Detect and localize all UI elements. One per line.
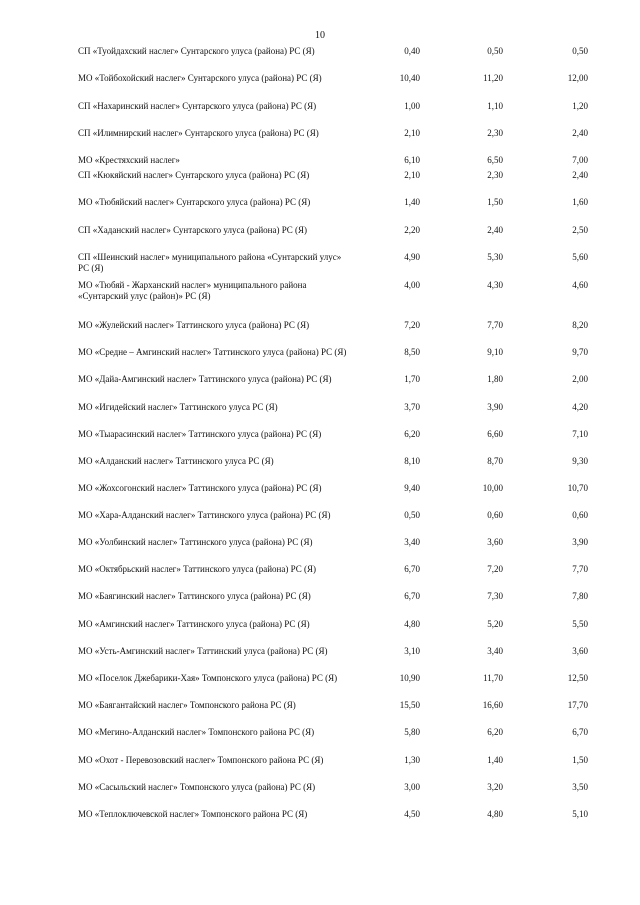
- row-value-3: 2,00: [572, 374, 588, 384]
- row-value-2: 3,90: [487, 402, 503, 412]
- row-value-2: 6,60: [487, 429, 503, 439]
- row-value-2: 1,80: [487, 374, 503, 384]
- row-value-1: 8,50: [404, 347, 420, 357]
- row-value-2: 11,70: [483, 673, 503, 683]
- row-value-3: 5,50: [572, 619, 588, 629]
- row-value-2: 6,20: [487, 727, 503, 737]
- row-value-3: 5,10: [572, 809, 588, 819]
- row-name: МО «Баягинский наслег» Таттинского улуса (района) РС (Я): [78, 591, 311, 601]
- row-name: МО «Алданский наслег» Таттинского улуса РС (Я): [78, 456, 274, 466]
- row-value-3: 9,30: [572, 456, 588, 466]
- row-value-3: 2,40: [572, 128, 588, 138]
- row-value-2: 2,30: [487, 170, 503, 180]
- row-value-3: 4,60: [572, 280, 588, 290]
- row-name: МО «Баягантайский наслег» Томпонского района РС (Я): [78, 700, 296, 710]
- row-name: МО «Тыарасинский наслег» Таттинского улуса (района) РС (Я): [78, 429, 322, 439]
- row-value-1: 9,40: [404, 483, 420, 493]
- row-value-1: 2,20: [404, 225, 420, 235]
- row-value-3: 7,10: [572, 429, 588, 439]
- row-name: МО «Хара-Алданский наслег» Таттинского улуса (района) РС (Я): [78, 510, 331, 520]
- row-value-1: 1,70: [404, 374, 420, 384]
- row-name: СП «Шеинский наслег» муниципального района «Сунтарский улус» РС (Я): [78, 252, 342, 273]
- row-name: СП «Нахаринский наслег» Сунтарского улуса (района) РС (Я): [78, 101, 317, 111]
- row-name: СП «Хаданский наслег» Сунтарского улуса (района) РС (Я): [78, 225, 308, 235]
- row-value-2: 0,50: [487, 46, 503, 56]
- row-value-1: 5,80: [404, 727, 420, 737]
- row-value-3: 7,70: [572, 564, 588, 574]
- row-name: МО «Сасыльский наслег» Томпонского улуса (района) РС (Я): [78, 782, 316, 792]
- row-value-2: 6,50: [487, 155, 503, 165]
- row-value-1: 10,90: [399, 673, 420, 683]
- row-value-3: 9,70: [572, 347, 588, 357]
- row-value-1: 1,00: [404, 101, 420, 111]
- row-value-3: 1,60: [572, 197, 588, 207]
- row-value-3: 12,50: [567, 673, 588, 683]
- row-value-1: 7,20: [404, 320, 420, 330]
- row-value-3: 7,80: [572, 591, 588, 601]
- row-value-2: 3,20: [487, 782, 503, 792]
- row-value-2: 16,60: [482, 700, 503, 710]
- row-value-1: 3,00: [404, 782, 420, 792]
- row-value-3: 1,50: [572, 755, 588, 765]
- row-value-3: 2,40: [572, 170, 588, 180]
- row-value-3: 0,60: [572, 510, 588, 520]
- row-name: МО «Амгинский наслег» Таттинского улуса (района) РС (Я): [78, 619, 310, 629]
- row-value-2: 4,80: [487, 809, 503, 819]
- row-value-3: 3,50: [572, 782, 588, 792]
- row-value-1: 10,40: [399, 73, 420, 83]
- row-value-1: 2,10: [404, 128, 420, 138]
- row-name: СП «Туойдахский наслег» Сунтарского улуса (района) РС (Я): [78, 46, 315, 56]
- row-name: МО «Усть-Амгинский наслег» Таттинский улуса (района) РС (Я): [78, 646, 328, 656]
- row-value-3: 3,90: [572, 537, 588, 547]
- row-value-2: 5,20: [487, 619, 503, 629]
- row-value-1: 4,00: [404, 280, 420, 290]
- row-value-1: 1,40: [404, 197, 420, 207]
- row-name: МО «Тюбяйский наслег» Сунтарского улуса (района) РС (Я): [78, 197, 311, 207]
- row-name: МО «Жулейский наслег» Таттинского улуса (района) РС (Я): [78, 320, 310, 330]
- row-value-3: 10,70: [567, 483, 588, 493]
- row-value-1: 4,80: [404, 619, 420, 629]
- row-name: СП «Кюкяйский наслег» Сунтарского улуса (района) РС (Я): [78, 170, 310, 180]
- row-value-2: 2,30: [487, 128, 503, 138]
- row-value-1: 3,10: [404, 646, 420, 656]
- row-value-1: 15,50: [399, 700, 420, 710]
- row-value-2: 7,30: [487, 591, 503, 601]
- row-value-3: 5,60: [572, 252, 588, 262]
- row-name: МО «Дайа-Амгинский наслег» Таттинского улуса (района) РС (Я): [78, 374, 332, 384]
- row-value-2: 7,70: [487, 320, 503, 330]
- row-value-2: 4,30: [487, 280, 503, 290]
- row-value-1: 8,10: [404, 456, 420, 466]
- row-value-1: 0,50: [404, 510, 420, 520]
- row-value-1: 3,40: [404, 537, 420, 547]
- row-value-3: 0,50: [572, 46, 588, 56]
- row-name: МО «Уолбинский наслег» Таттинского улуса (района) РС (Я): [78, 537, 313, 547]
- row-value-1: 2,10: [404, 170, 420, 180]
- row-value-2: 9,10: [487, 347, 503, 357]
- row-name: МО «Тойбохойский наслег» Сунтарского улуса (района) РС (Я): [78, 73, 322, 83]
- row-value-1: 6,10: [404, 155, 420, 165]
- row-value-2: 11,20: [483, 73, 503, 83]
- row-name: МО «Октябрьский наслег» Таттинского улуса (района) РС (Я): [78, 564, 316, 574]
- row-value-1: 0,40: [404, 46, 420, 56]
- row-value-3: 1,20: [572, 101, 588, 111]
- row-value-2: 0,60: [487, 510, 503, 520]
- row-value-3: 12,00: [567, 73, 588, 83]
- row-value-3: 4,20: [572, 402, 588, 412]
- row-value-2: 5,30: [487, 252, 503, 262]
- row-name: МО «Жохсогонский наслег» Таттинского улуса (района) РС (Я): [78, 483, 322, 493]
- row-value-3: 8,20: [572, 320, 588, 330]
- row-name: МО «Крестяхский наслег»: [78, 155, 180, 165]
- row-value-1: 1,30: [404, 755, 420, 765]
- row-name: МО «Тюбяй - Жарханский наслег» муниципального района «Сунтарский улус (район)» РС (Я): [78, 280, 307, 301]
- row-value-1: 6,20: [404, 429, 420, 439]
- row-name: МО «Охот - Перевозовский наслег» Томпонского района РС (Я): [78, 755, 324, 765]
- row-name: МО «Мегино-Алданский наслег» Томпонского района РС (Я): [78, 727, 315, 737]
- row-name: МО «Теплоключевской наслег» Томпонского района РС (Я): [78, 809, 308, 819]
- row-value-3: 17,70: [567, 700, 588, 710]
- row-value-1: 4,50: [404, 809, 420, 819]
- row-value-2: 8,70: [487, 456, 503, 466]
- row-value-2: 7,20: [487, 564, 503, 574]
- row-value-2: 10,00: [482, 483, 503, 493]
- row-value-2: 2,40: [487, 225, 503, 235]
- row-value-3: 7,00: [572, 155, 588, 165]
- row-value-2: 1,40: [487, 755, 503, 765]
- page-number: 10: [315, 30, 325, 41]
- row-value-2: 1,50: [487, 197, 503, 207]
- row-value-1: 3,70: [404, 402, 420, 412]
- row-value-1: 6,70: [404, 564, 420, 574]
- row-value-3: 2,50: [572, 225, 588, 235]
- row-value-2: 3,40: [487, 646, 503, 656]
- row-value-3: 3,60: [572, 646, 588, 656]
- row-value-2: 1,10: [487, 101, 503, 111]
- row-name: СП «Илимнирский наслег» Сунтарского улуса (района) РС (Я): [78, 128, 319, 138]
- row-value-3: 6,70: [572, 727, 588, 737]
- row-name: МО «Поселок Джебарики-Хая» Томпонского улуса (района) РС (Я): [78, 673, 338, 683]
- row-value-1: 6,70: [404, 591, 420, 601]
- row-value-2: 3,60: [487, 537, 503, 547]
- row-name: МО «Игидейский наслег» Таттинского улуса РС (Я): [78, 402, 278, 412]
- row-value-1: 4,90: [404, 252, 420, 262]
- row-name: МО «Средне – Амгинский наслег» Таттинского улуса (района) РС (Я): [78, 347, 347, 357]
